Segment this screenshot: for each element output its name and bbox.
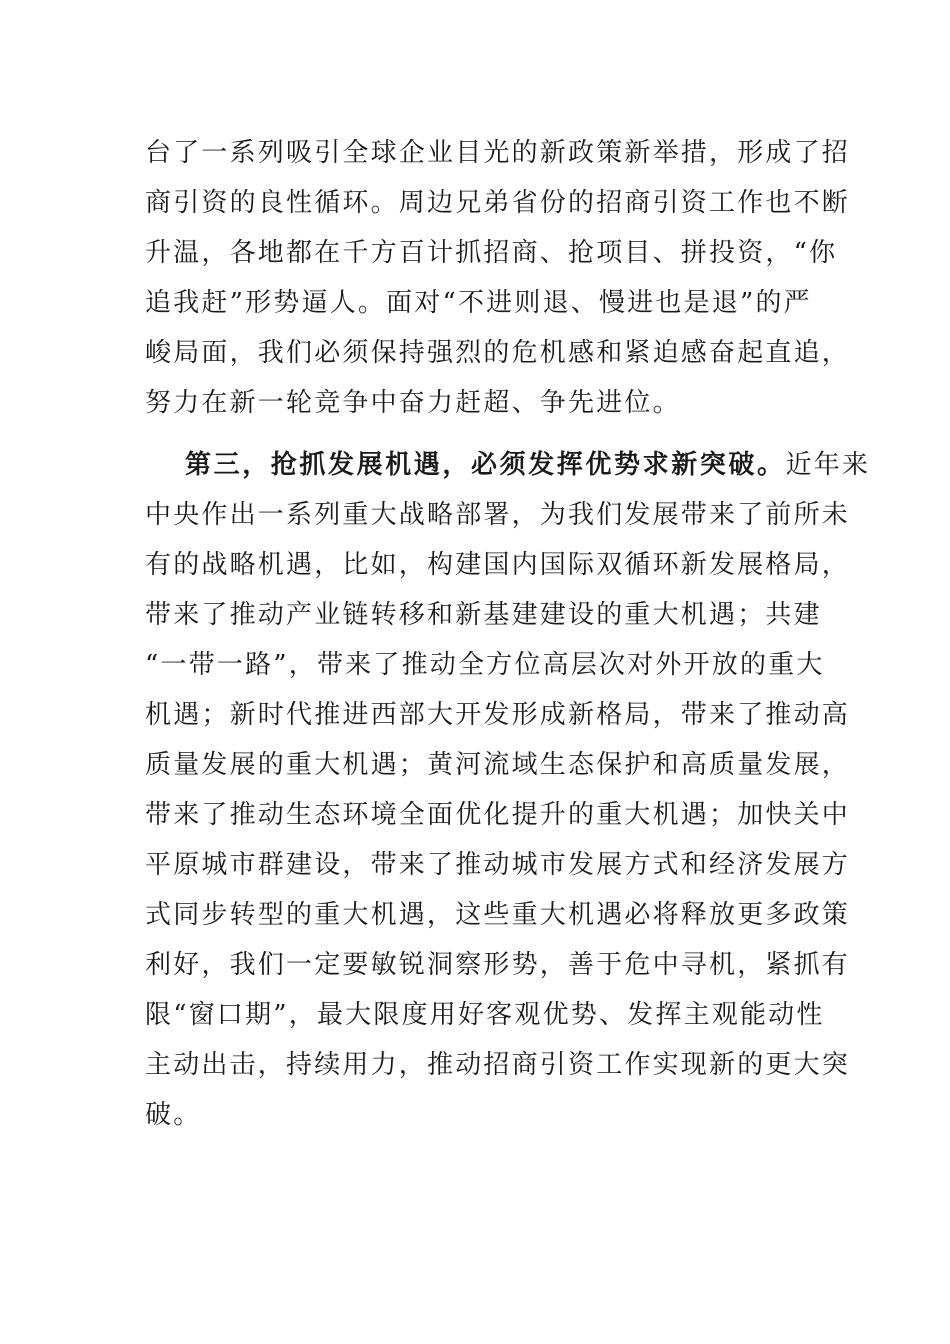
paragraph-line: 升温，各地都在千方百计抓招商、抢项目、拼投资，“你	[145, 238, 838, 268]
first-line-rest: 近年来	[785, 450, 871, 480]
paragraph-line: 质量发展的重大机遇；黄河流域生态保护和高质量发展，	[145, 750, 851, 780]
paragraph-line: 破。	[145, 1100, 202, 1130]
paragraph-line: 带来了推动生态环境全面优化提升的重大机遇；加快关中	[145, 800, 851, 830]
paragraph-line: 机遇；新时代推进西部大开发形成新格局，带来了推动高	[145, 700, 851, 730]
paragraph-line: 努力在新一轮竞争中奋力赶超、争先进位。	[145, 388, 681, 418]
paragraph-line: “一带一路”，带来了推动全方位高层次对外开放的重大	[145, 650, 825, 680]
paragraph-line: 带来了推动产业链转移和新基建建设的重大机遇；共建	[145, 600, 822, 630]
paragraph-line: 中央作出一系列重大战略部署，为我们发展带来了前所未	[145, 500, 851, 530]
paragraph-line: 式同步转型的重大机遇，这些重大机遇必将释放更多政策	[145, 900, 851, 930]
paragraph-line: 主动出击，持续用力，推动招商引资工作实现新的更大突	[145, 1050, 851, 1080]
paragraph-first-line	[145, 440, 871, 490]
paragraph-line: 台了一系列吸引全球企业目光的新政策新举措，形成了招	[145, 138, 851, 168]
paragraph-line: 有的战略机遇，比如，构建国内国际双循环新发展格局，	[145, 550, 851, 580]
paragraph-line: 限“窗口期”，最大限度用好客观优势、发挥主观能动性	[145, 1000, 825, 1030]
paragraph-investment-competition	[145, 128, 851, 428]
paragraph-line: 利好，我们一定要敏锐洞察形势，善于危中寻机，紧抓有	[145, 950, 851, 980]
paragraph-line: 商引资的良性循环。周边兄弟省份的招商引资工作也不断	[145, 188, 851, 218]
section-heading: 第三，抢抓发展机遇，必须发挥优势求新突破。	[185, 450, 786, 480]
paragraph-development-opportunities	[145, 440, 871, 1140]
paragraph-line: 追我赶”形势逼人。面对“不进则退、慢进也是退”的严	[145, 288, 812, 318]
paragraph-line: 峻局面，我们必须保持强烈的危机感和紧迫感奋起直追，	[145, 338, 851, 368]
paragraph-line: 平原城市群建设，带来了推动城市发展方式和经济发展方	[145, 850, 851, 880]
